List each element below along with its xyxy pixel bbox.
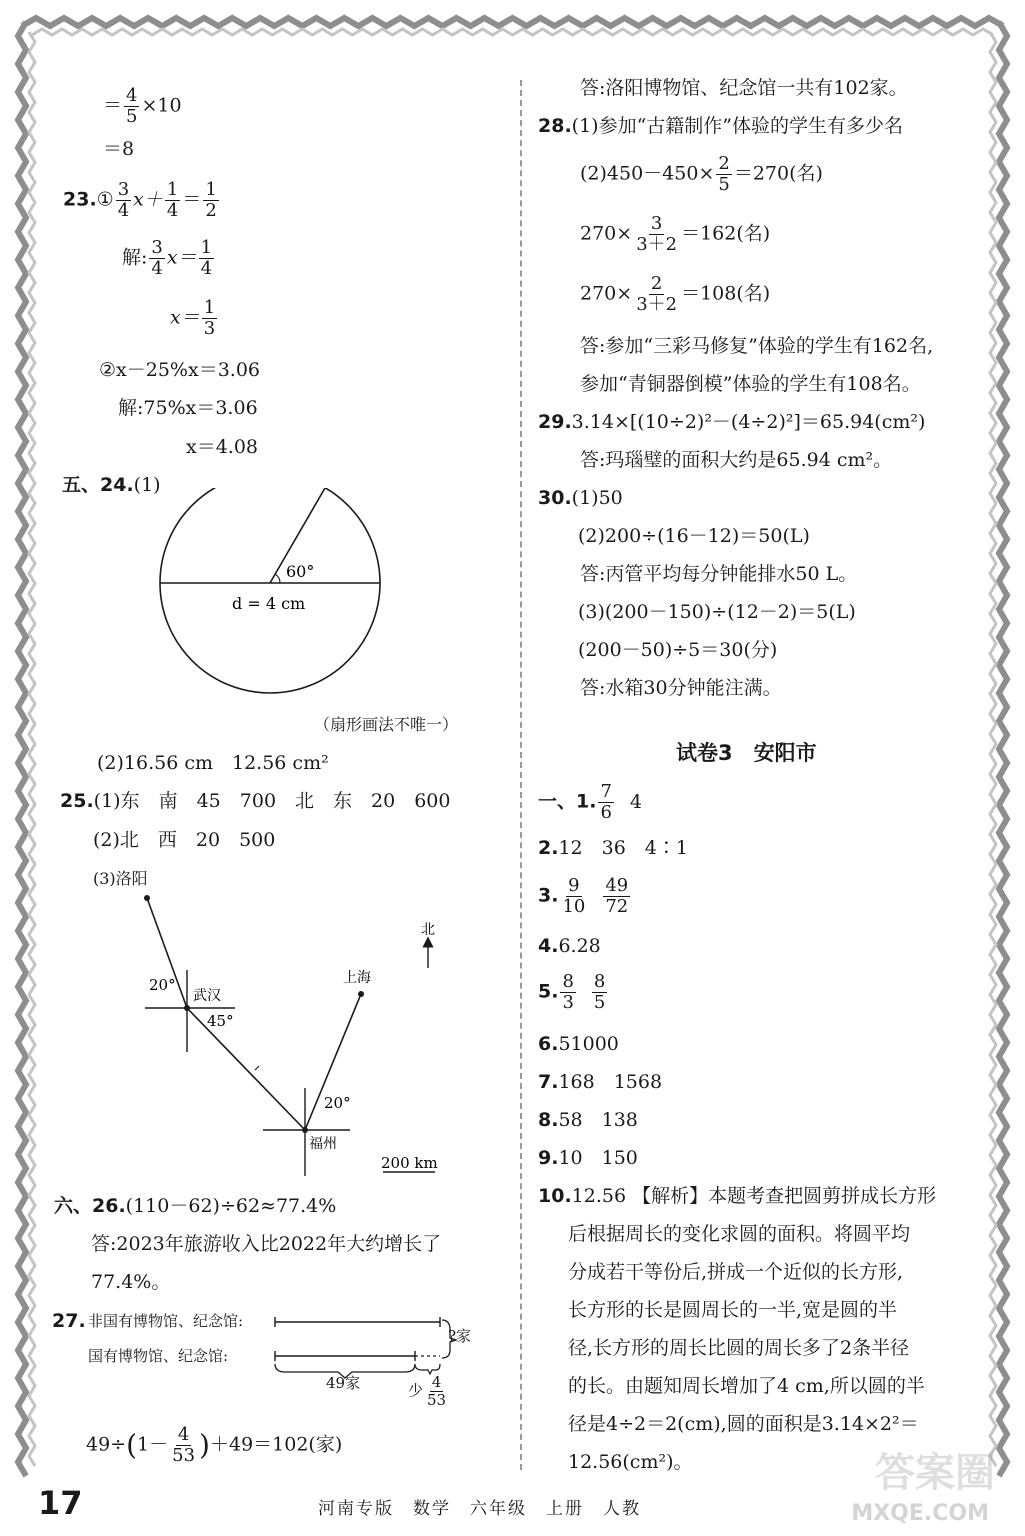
- segment-label-state: 国有博物馆、纪念馆:: [88, 1347, 229, 1365]
- question-28-part2: (2)450－450× $\frac{2}{5}$ ＝270(名): [580, 153, 823, 195]
- fuzhou-label: 福州: [309, 1136, 337, 1152]
- question-23-part1: 23.① $\frac{3}{4}$ x＋ $\frac{1}{4}$ ＝ $\frac{1}{2}$: [63, 179, 217, 221]
- answer-10-line6: 的长。由题知周长增加了4 cm,所以圆的半: [568, 1375, 925, 1397]
- answer-10-line3: 分成若干等份后,拼成一个近似的长方形,: [568, 1261, 904, 1283]
- question-28-line4: 270× $\frac{2}{3+2}$ ＝108(名): [580, 273, 771, 315]
- footer-text: 河南专版 数学 六年级 上册 人教: [318, 1499, 641, 1519]
- route-map: [135, 890, 455, 1180]
- question-30-part2: (2)200÷(16－12)＝50(L): [578, 525, 810, 547]
- question-28-answer-2: 参加“青铜器倒模”体验的学生有108名。: [580, 373, 921, 395]
- answer-10-line1: 10.12.56 【解析】本题考查把圆剪拼成长方形: [538, 1185, 937, 1207]
- question-23-solve1: 解: $\frac{3}{4}$ x＝ $\frac{1}{4}$: [122, 237, 213, 279]
- drawing-note: （扇形画法不唯一）: [314, 715, 459, 734]
- question-24: 五、24.(1): [62, 474, 161, 496]
- question-30-answer-2: 答:丙管平均每分钟能排水50 L。: [580, 563, 858, 585]
- question-23-answer1: x＝ $\frac{1}{3}$: [170, 297, 216, 339]
- answer-6: 6.51000: [538, 1033, 619, 1055]
- answer-3: 3. $\frac{9}{10}$ $\frac{49}{72}$: [538, 875, 629, 917]
- column-divider: [520, 80, 522, 1470]
- question-23-solve2: 解:75%x＝3.06: [118, 397, 258, 419]
- angle-20-fuzhou: 20°: [324, 1094, 351, 1112]
- answer-10-line2: 后根据周长的变化求圆的面积。将圆平均: [568, 1223, 911, 1245]
- question-28-answer-1: 答:参加“三彩马修复”体验的学生有162名,: [580, 335, 934, 357]
- segment-label-nonstate: 非国有博物馆、纪念馆:: [88, 1312, 244, 1330]
- angle-45-wuhan: 45°: [207, 1012, 234, 1030]
- less-label: 少 $\frac{4}{53}$: [408, 1373, 447, 1409]
- shanghai-label: 上海: [343, 970, 371, 986]
- wuhan-label: 武汉: [193, 988, 221, 1004]
- question-27-equation: 49÷(1－ $\frac{4}{53}$ )＋49＝102(家): [86, 1424, 343, 1466]
- page-number: 17: [38, 1484, 83, 1522]
- question-26-answer-1: 答:2023年旅游收入比2022年大约增长了: [91, 1233, 442, 1255]
- question-28-line3: 270× $\frac{3}{3+2}$ ＝162(名): [580, 213, 771, 255]
- answer-27: 答:洛阳博物馆、纪念馆一共有102家。: [580, 77, 908, 99]
- question-26: 六、26.(110－62)÷62≈77.4%: [54, 1195, 337, 1217]
- watermark-url: MXQE.COM: [851, 1501, 989, 1526]
- count-label: 49家: [326, 1374, 361, 1392]
- answer-10-line7: 径是4÷2＝2(cm),圆的面积是3.14×2²＝: [568, 1413, 919, 1435]
- diameter-label: d = 4 cm: [232, 594, 306, 613]
- question-29-answer: 答:玛瑙璧的面积大约是65.94 cm²。: [580, 449, 893, 471]
- question-26-answer-2: 77.4%。: [91, 1271, 171, 1293]
- question-27-number: 27.: [52, 1310, 86, 1332]
- total-label: ?家: [448, 1327, 472, 1345]
- answer-7: 7.168 1568: [538, 1071, 663, 1093]
- circle-diagram: [150, 488, 390, 698]
- step-line-1: ＝ $\frac{4}{5}$ ×10: [103, 85, 182, 127]
- angle-label: 60°: [286, 562, 315, 581]
- answer-10-line8: 12.56(cm²)。: [568, 1451, 693, 1473]
- answer-4: 4.6.28: [538, 935, 601, 957]
- question-30-part3: (3)(200－150)÷(12－2)＝5(L): [578, 601, 856, 623]
- question-24-part2: (2)16.56 cm 12.56 cm²: [97, 752, 329, 774]
- question-29: 29.3.14×[(10÷2)²－(4÷2)²]＝65.94(cm²): [538, 411, 926, 433]
- circle: [160, 488, 380, 693]
- answer-10-line4: 长方形的长是圆周长的一半,宽是圆的半: [568, 1299, 898, 1321]
- watermark-logo: 答案圈: [875, 1450, 995, 1496]
- route-wuhan-fuzhou: [187, 1008, 305, 1130]
- section-title: 试卷3 安阳市: [676, 741, 817, 765]
- question-23-answer2: x＝4.08: [186, 436, 259, 458]
- shanghai-point: [358, 991, 364, 997]
- question-30-part3-line2: (200－50)÷5＝30(分): [578, 639, 778, 661]
- north-label: 北: [421, 922, 435, 938]
- question-25-part2: (2)北 西 20 500: [93, 829, 276, 851]
- question-25-part3: (3)洛阳: [93, 869, 148, 888]
- angle-20-wuhan: 20°: [149, 976, 176, 994]
- answer-5: 5. $\frac{8}{3}$ $\frac{8}{5}$: [538, 971, 606, 1013]
- question-30-part1: 30.(1)50: [538, 487, 623, 509]
- scale-label: 200 km: [381, 1154, 438, 1172]
- answer-1: 一、1. $\frac{7}{6}$ 4: [538, 781, 642, 823]
- question-23-part2: ②x－25%x＝3.06: [99, 359, 260, 381]
- angle-arc: [275, 574, 280, 583]
- question-30-answer-3: 答:水箱30分钟能注满。: [580, 677, 782, 699]
- question-25-part1: 25.(1)东 南 45 700 北 东 20 600: [60, 790, 451, 812]
- question-28-part1: 28.(1)参加“古籍制作”体验的学生有多少名: [538, 115, 904, 137]
- answer-8: 8.58 138: [538, 1109, 638, 1131]
- step-line-2: ＝8: [103, 138, 135, 160]
- answer-10-line5: 径,长方形的周长比圆的周长多了2条半径: [568, 1337, 910, 1359]
- answer-2: 2.12 36 4∶1: [538, 837, 688, 859]
- answer-9: 9.10 150: [538, 1147, 638, 1169]
